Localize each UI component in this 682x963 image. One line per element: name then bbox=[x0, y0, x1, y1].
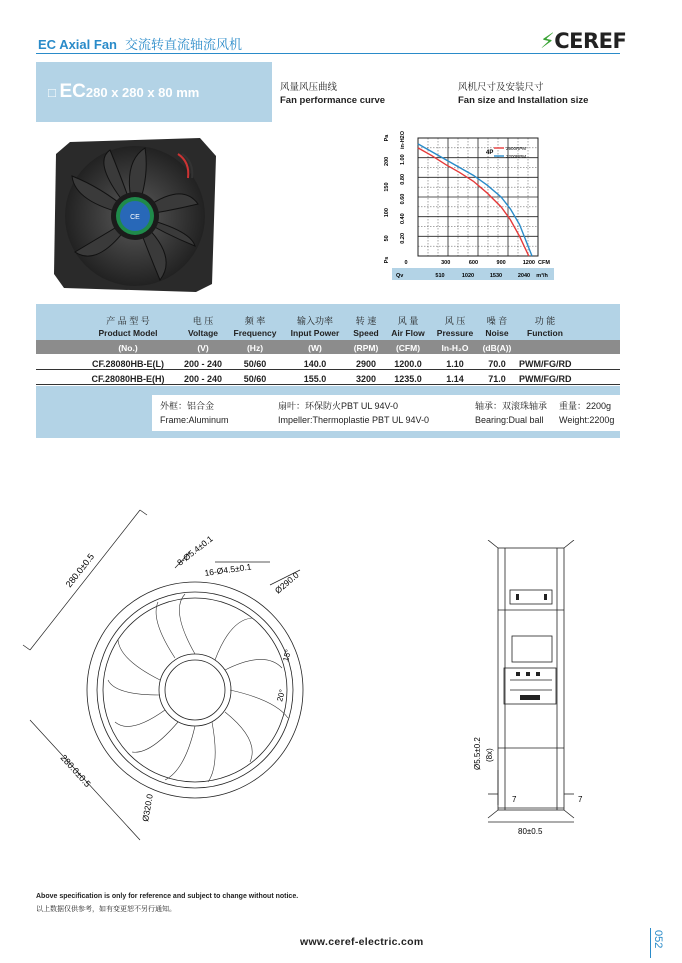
tick-label: 600 bbox=[468, 260, 479, 266]
frame-en: Frame:Aluminum bbox=[160, 415, 229, 425]
spec-header-cn: 频 率 bbox=[244, 316, 266, 326]
bolt-icon: ⚡ bbox=[540, 29, 555, 53]
table-cell: 71.0 bbox=[488, 374, 506, 384]
tick-label: 0.80 bbox=[400, 173, 406, 185]
table-cell: 200 - 240 bbox=[183, 374, 223, 384]
model-size: 280 x 280 x 80 mm bbox=[85, 85, 200, 100]
spec-header-en: Air Flow bbox=[391, 328, 425, 338]
axis-label: CFM bbox=[538, 260, 550, 266]
table-cell: 155.0 bbox=[303, 374, 327, 384]
pole-label: 4P bbox=[486, 150, 494, 156]
legend-label: 2900RPM bbox=[506, 146, 527, 151]
page-title-cn: 交流转直流轴流风机 bbox=[124, 37, 242, 52]
spec-header-en: Pressure bbox=[436, 328, 474, 338]
spec-header-cn: 产 品 型 号 bbox=[106, 316, 150, 326]
spec-header-en: Input Power bbox=[290, 328, 340, 338]
curve-label-en: Fan performance curve bbox=[280, 95, 386, 106]
spec-header-cn: 功 能 bbox=[534, 316, 556, 326]
row-divider bbox=[36, 369, 620, 370]
fan-label-ce: CE bbox=[130, 214, 140, 221]
angle-15: 15° bbox=[281, 648, 294, 663]
tick-label: 0.60 bbox=[400, 193, 406, 205]
tick-label: 0.20 bbox=[400, 232, 406, 244]
side-frame bbox=[498, 548, 564, 810]
table-cell: CF.28080HB-E(H) bbox=[91, 374, 165, 384]
axis-label: m³/h bbox=[536, 273, 548, 279]
header-rule bbox=[36, 53, 620, 54]
impeller-en: Impeller:Thermoplastie PBT UL 94V-0 bbox=[278, 415, 430, 425]
spec-header-en: Function bbox=[527, 328, 563, 338]
tick-label: 0.40 bbox=[400, 213, 406, 225]
page-title: EC Axial Fan 交流转直流轴流风机 bbox=[38, 37, 242, 52]
spec-header-en: Voltage bbox=[187, 328, 219, 338]
dim-holes-8: 8-Ø5.4±0.1 bbox=[175, 533, 215, 568]
tick-label: 1530 bbox=[489, 273, 503, 279]
side-7-right: 7 bbox=[578, 795, 583, 804]
dim-holes-16: 16-Ø4.5±0.1 bbox=[203, 561, 253, 578]
tick-label: 50 bbox=[384, 235, 390, 242]
dim-320: Ø320.0 bbox=[140, 793, 155, 823]
tick-label: 100 bbox=[384, 208, 390, 218]
weight-cn: 重量：2200g bbox=[559, 401, 612, 411]
spec-header-cn: 转 速 bbox=[355, 316, 377, 326]
weight-en: Weight:2200g bbox=[559, 415, 615, 425]
table-cell: 140.0 bbox=[303, 359, 327, 369]
spec-unit: (CFM) bbox=[395, 343, 421, 353]
front-drawing bbox=[20, 490, 350, 850]
motor-box bbox=[512, 636, 552, 662]
spec-header bbox=[88, 315, 168, 339]
dim-280-bottom: 280.0±0.5 bbox=[58, 752, 93, 790]
spec-unit: (V) bbox=[197, 343, 209, 353]
spec-header-cn: 输入功率 bbox=[296, 316, 333, 326]
side-dia: Ø5.5±0.2 bbox=[473, 737, 482, 770]
spec-header bbox=[505, 315, 585, 339]
model-ec: EC bbox=[59, 81, 86, 102]
tick-label: 200 bbox=[384, 156, 390, 166]
size-label-en: Fan size and Installation size bbox=[458, 95, 589, 106]
angle-20: 20° bbox=[275, 688, 288, 703]
impeller-cn: 扇叶：环保防火PBT UL 94V-0 bbox=[278, 401, 399, 411]
origin-label: 0 bbox=[404, 260, 408, 266]
tick-label: 300 bbox=[441, 260, 451, 266]
side-80: 80±0.5 bbox=[518, 827, 543, 836]
table-cell: PWM/FG/RD bbox=[519, 359, 572, 369]
table-cell: 1200.0 bbox=[394, 359, 422, 369]
side-7-left: 7 bbox=[512, 795, 517, 804]
tick-label: 1200 bbox=[522, 260, 535, 266]
outer-circle bbox=[87, 582, 303, 798]
axis-label: Pa bbox=[384, 134, 390, 142]
curve-label-cn: 风量风压曲线 bbox=[280, 82, 338, 93]
checkbox-icon: □ bbox=[48, 85, 56, 100]
spec-header-cn: 风 量 bbox=[397, 316, 419, 326]
spec-unit: (W) bbox=[308, 343, 322, 353]
table-cell: 1235.0 bbox=[394, 374, 422, 384]
side-count: (8x) bbox=[485, 748, 494, 762]
bearing-cn: 轴承：双滚珠轴承 bbox=[475, 401, 548, 411]
axis-label: in-H2O bbox=[400, 130, 406, 150]
website-link[interactable]: www.ceref-electric.com bbox=[300, 936, 424, 948]
performance-chart bbox=[378, 126, 558, 284]
dim-280-top: 280.0±0.5 bbox=[63, 551, 97, 590]
dim-290: Ø290.0 bbox=[272, 569, 301, 596]
axis-label: Qv bbox=[396, 273, 404, 279]
spec-header-en: Noise bbox=[485, 328, 509, 338]
axis-label: Ps bbox=[384, 256, 390, 264]
tick-label: 900 bbox=[496, 260, 506, 266]
spec-header-cn: 风 压 bbox=[444, 316, 466, 326]
spec-unit: (Hz) bbox=[246, 343, 264, 353]
hub-circle bbox=[159, 654, 231, 726]
spec-header-en: Frequency bbox=[233, 328, 277, 338]
spec-header-cn: 噪 音 bbox=[486, 316, 508, 326]
legend-label: 3200RPM bbox=[506, 154, 527, 159]
tick-label: 2040 bbox=[517, 273, 531, 279]
tick-label: 1.00 bbox=[400, 154, 406, 166]
frame-ring bbox=[97, 592, 293, 788]
spec-header-cn: 电 压 bbox=[192, 316, 214, 326]
table-cell: 1.10 bbox=[446, 359, 464, 369]
tick-label: 150 bbox=[384, 182, 390, 192]
bearing-en: Bearing:Dual ball bbox=[475, 415, 544, 425]
dimension-lines bbox=[23, 510, 300, 840]
spec-unit: (RPM) bbox=[353, 343, 379, 353]
side-drawing bbox=[460, 540, 600, 840]
model-title bbox=[48, 81, 199, 103]
spec-header-en: Speed bbox=[353, 328, 379, 338]
table-cell: 200 - 240 bbox=[183, 359, 223, 369]
table-cell: 1.14 bbox=[446, 374, 464, 384]
table-cell: 2900 bbox=[355, 359, 377, 369]
tick-label: 510 bbox=[435, 273, 445, 279]
footer-note-en: Above specification is only for reference and subject to change without notice. bbox=[36, 893, 299, 900]
spec-unit: (dB(A)) bbox=[482, 343, 512, 353]
row-divider bbox=[36, 384, 620, 385]
page-number: 052 bbox=[652, 930, 664, 949]
frame-cn: 外框：铝合金 bbox=[160, 401, 215, 411]
table-cell: 50/60 bbox=[243, 359, 267, 369]
spec-header-en: Product Model bbox=[98, 328, 158, 338]
table-cell: 70.0 bbox=[488, 359, 506, 369]
footer-note-cn: 以上数据仅供参考，如有变更恕不另行通知。 bbox=[36, 906, 176, 913]
table-cell: 50/60 bbox=[243, 374, 267, 384]
fan-photo bbox=[50, 134, 220, 294]
brand-logo: ⚡CEREF bbox=[540, 29, 627, 53]
table-cell: 3200 bbox=[355, 374, 377, 384]
page-number-rule bbox=[650, 928, 651, 958]
table-cell: CF.28080HB-E(L) bbox=[91, 359, 165, 369]
spec-unit: In-H₂O bbox=[441, 343, 469, 353]
size-label-cn: 风机尺寸及安装尺寸 bbox=[458, 82, 544, 93]
tick-label: 1020 bbox=[461, 273, 475, 279]
spec-unit: (No.) bbox=[118, 343, 138, 353]
table-cell: PWM/FG/RD bbox=[519, 374, 572, 384]
